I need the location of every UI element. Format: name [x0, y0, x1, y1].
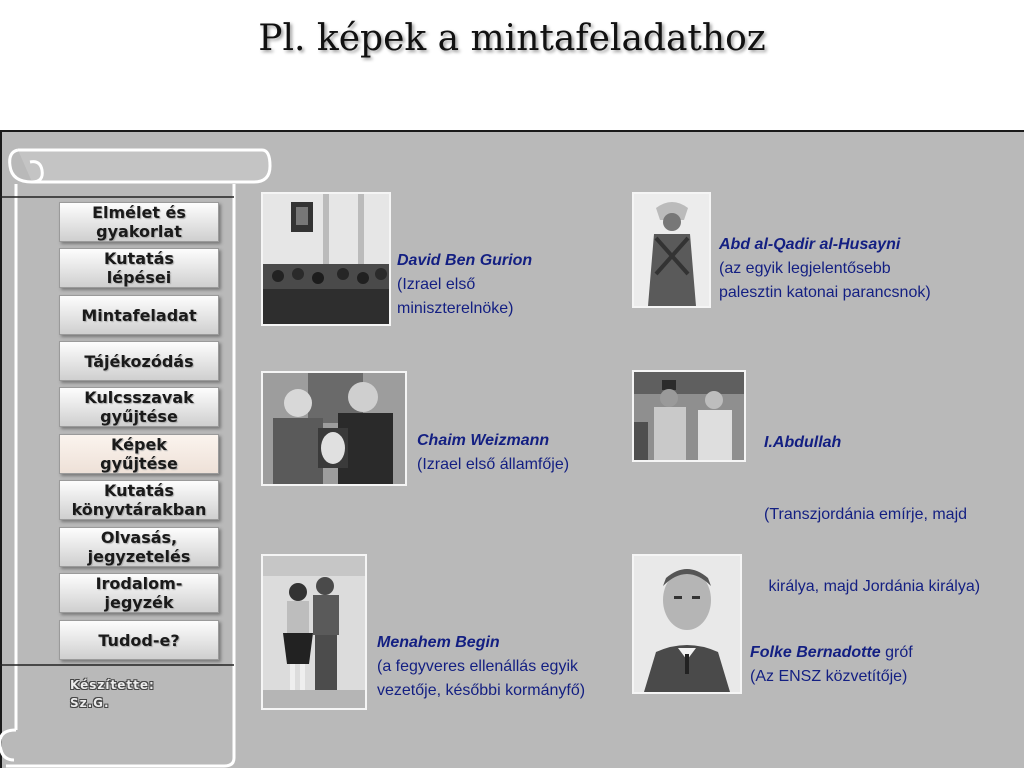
caption-bernadotte: Folke Bernadotte gróf (Az ENSZ közvetítője): [750, 641, 913, 689]
nav-tudod-e[interactable]: Tudod-e?: [59, 620, 219, 660]
photo-begin: [261, 554, 367, 710]
photo-begin-image: [263, 556, 365, 708]
author-credit: Készítette: Sz.G.: [70, 678, 155, 710]
person-name: David Ben Gurion: [397, 252, 533, 269]
person-name: Chaim Weizmann: [417, 432, 550, 449]
caption-husayni: Abd al-Qadir al-Husayni (az egyik legjelentősebb palesztin katonai parancsnok): [719, 233, 931, 305]
person-name-line: Folke Bernadotte gróf: [750, 644, 913, 661]
photo-husayni-image: [634, 194, 709, 306]
nav-kutatas-konyvtarakban[interactable]: Kutatás könyvtárakban: [59, 480, 219, 520]
photo-bernadotte-image: [634, 556, 740, 692]
photo-husayni: [632, 192, 711, 308]
nav-kulcsszavak-gyujtese[interactable]: Kulcsszavak gyűjtése: [59, 387, 219, 427]
nav-irodalomjegyzek[interactable]: Irodalom- jegyzék: [59, 573, 219, 613]
photo-abdullah-image: [634, 372, 744, 460]
photo-ben-gurion-image: [263, 194, 389, 324]
nav-kepek-gyujtese[interactable]: Képek gyűjtése: [59, 434, 219, 474]
nav-tajekozodas[interactable]: Tájékozódás: [59, 341, 219, 381]
photo-weizmann: [261, 371, 407, 486]
nav-elmelet-es-gyakorlat[interactable]: Elmélet és gyakorlat: [59, 202, 219, 242]
photo-weizmann-image: [263, 373, 405, 484]
person-name: I.Abdullah: [764, 434, 842, 451]
nav-mintafeladat[interactable]: Mintafeladat: [59, 295, 219, 335]
person-name: Abd al-Qadir al-Husayni: [719, 236, 901, 253]
caption-begin: Menahem Begin (a fegyveres ellenállás egyik vezetője, későbbi kormányfő): [377, 631, 585, 703]
nav-kutatas-lepesei[interactable]: Kutatás lépései: [59, 248, 219, 288]
photo-bernadotte: [632, 554, 742, 694]
person-name: Menahem Begin: [377, 634, 500, 651]
caption-weizmann: Chaim Weizmann (Izrael első államfője): [417, 429, 569, 477]
caption-ben-gurion: David Ben Gurion (Izrael első miniszterelnöke): [397, 249, 532, 321]
photo-abdullah: [632, 370, 746, 462]
nav-olvasas-jegyzeteles[interactable]: Olvasás, jegyzetelés: [59, 527, 219, 567]
photo-ben-gurion: [261, 192, 391, 326]
caption-abdullah: I.Abdullah (Transzjordánia emírje, majd királya, majd Jordánia királya): [764, 383, 980, 623]
page-title: Pl. képek a mintafeladathoz: [258, 18, 766, 59]
